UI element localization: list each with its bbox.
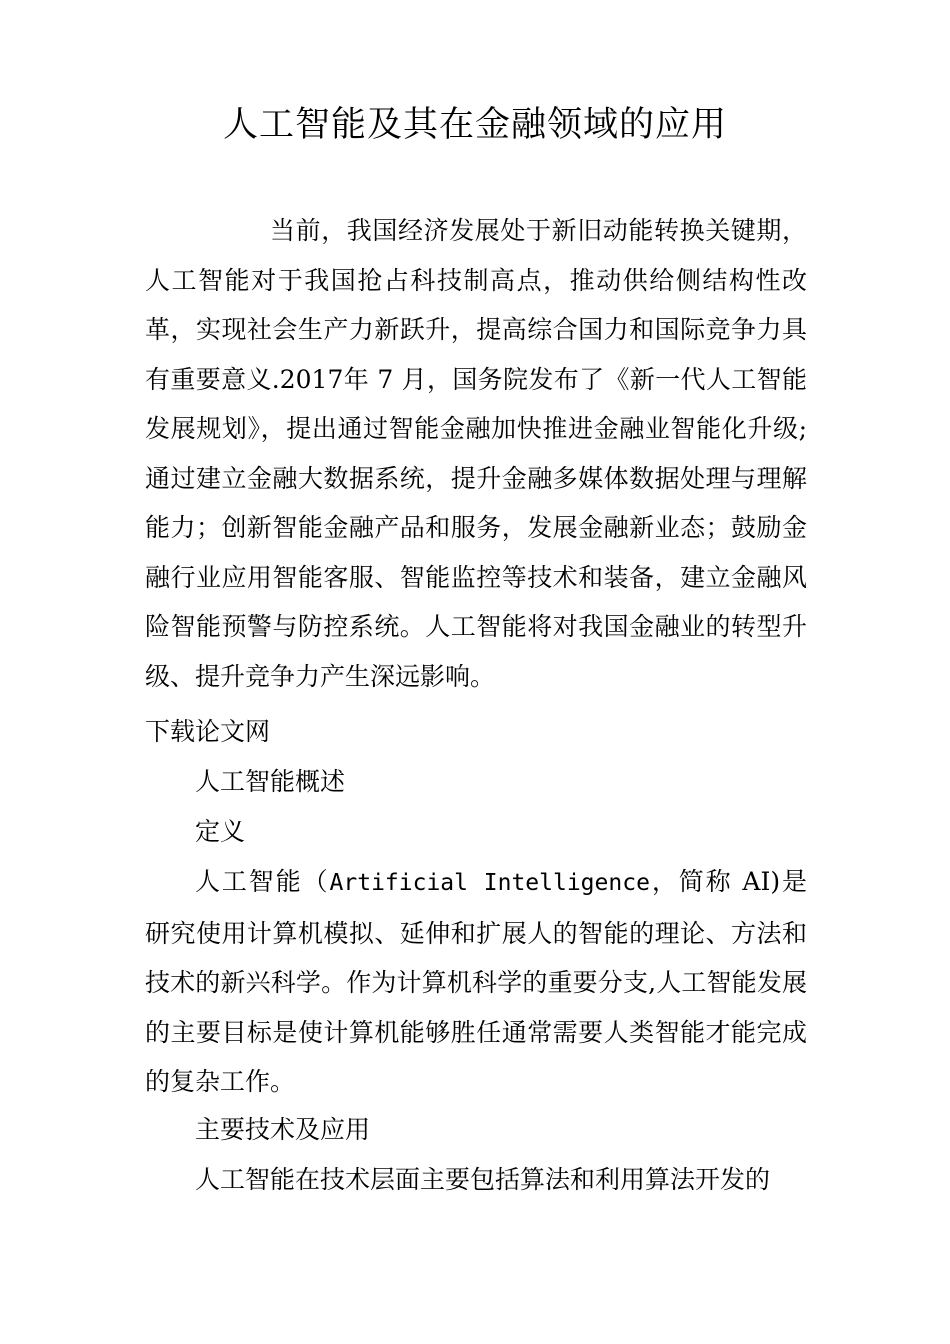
- section-heading-overview: 人工智能概述: [195, 767, 346, 796]
- technology-paragraph: 人工智能在技术层面主要包括算法和利用算法开发的: [195, 1165, 771, 1194]
- source-line: 下载论文网: [145, 717, 271, 746]
- definition-lead: 人工智能（: [195, 867, 330, 896]
- subsection-heading-definition: 定义: [195, 817, 246, 846]
- subsection-heading-technology: 主要技术及应用: [195, 1115, 371, 1144]
- definition-english-term: Artificial Intelligence: [329, 870, 650, 896]
- definition-rest: ，简称 AI)是研究使用计算机模拟、延伸和扩展人的智能的理论、方法和技术的新兴科学。作为计算机科学的重要分支,人工智能发展的主要目标是使计算机能够胜任通常需要人类智能才能完成的复杂工作。: [145, 867, 807, 1096]
- intro-paragraph: 当前，我国经济发展处于新旧动能转换关键期，人工智能对于我国抢占科技制高点，推动供给侧结构性改革，实现社会生产力新跃升，提高综合国力和国际竞争力具有重要意义.2017年 7 月，国务院发布了《新一代人工智能发展规划》，提出通过智能金融加快推进金融业智能化升级;通过建立金融大数据系统，提升金融多媒体数据处理与理解能力；创新智能金融产品和服务，发展金融新业态；鼓励金融行业应用智能客服、智能监控等技术和装备，建立金融风险智能预警与防控系统。人工智能将对我国金融业的转型升级、提升竞争力产生深远影响。: [145, 216, 807, 691]
- definition-paragraph: [145, 857, 807, 1107]
- document-title: 人工智能及其在金融领域的应用: [222, 105, 727, 145]
